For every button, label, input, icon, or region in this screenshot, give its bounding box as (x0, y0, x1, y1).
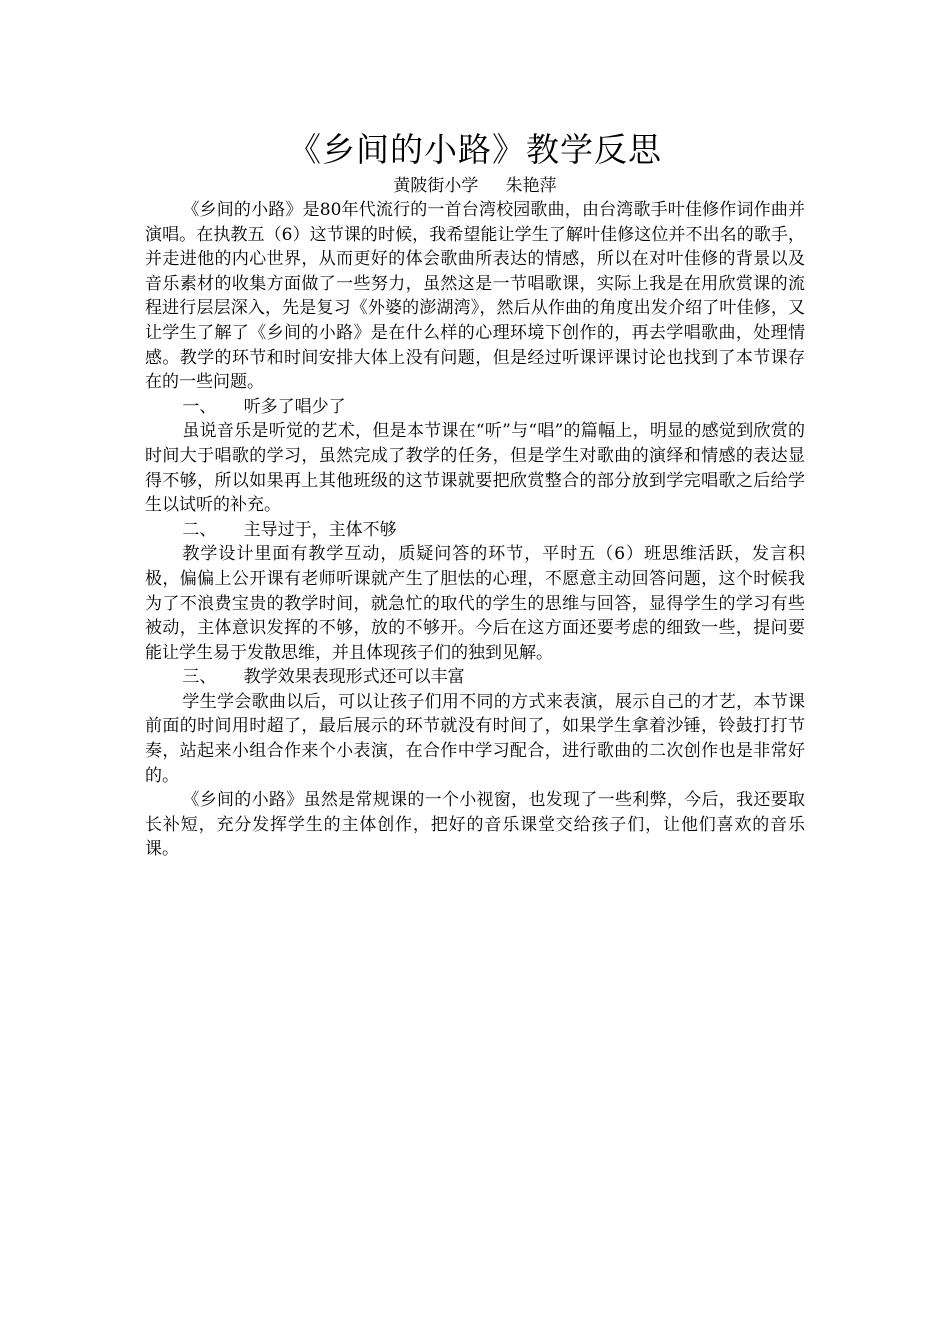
section-body-1: 虽说音乐是听觉的艺术，但是本节课在“听”与“唱”的篇幅上，明显的感觉到欣赏的时间大于唱歌的学习，虽然完成了教学的任务，但是学生对歌曲的演绎和情感的表达显得不够，所以如果再上其他班级的这节课就要把欣赏整合的部分放到学完唱歌之后给学生以试听的补充。 (145, 421, 805, 516)
section-number-1: 一、 (182, 396, 217, 417)
conclusion-paragraph: 《乡间的小路》虽然是常规课的一个小视窗，也发现了一些利弊，今后，我还要取长补短，充分发挥学生的主体创作，把好的音乐课堂交给孩子们，让他们喜欢的音乐课。 (145, 790, 805, 860)
section-body-3: 学生学会歌曲以后，可以让孩子们用不同的方式来表演，展示自己的才艺，本节课前面的时间用时超了，最后展示的环节就没有时间了，如果学生拿着沙锤，铃鼓打打节奏，站起来小组合作来个小表演，在合作中学习配合，进行歌曲的二次创作也是非常好的。 (145, 691, 805, 786)
section-heading-1 (145, 395, 805, 420)
section-number-2: 二、 (182, 519, 217, 540)
document-title: 《乡间的小路》教学反思 (288, 130, 662, 169)
intro-paragraph: 《乡间的小路》是80年代流行的一首台湾校园歌曲，由台湾歌手叶佳修作词作曲并演唱。在执教五（6）这节课的时候，我希望能让学生了解叶佳修这位并不出名的歌手，并走进他的内心世界，从而更好的体会歌曲所表达的情感，所以在对叶佳修的背景以及音乐素材的收集方面做了一些努力，虽然这是一节唱歌课，实际上我是在用欣赏课的流程进行层层深入，先是复习《外婆的澎湖湾》，然后从作曲的角度出发介绍了叶佳修，又让学生了解了《乡间的小路》是在什么样的心理环境下创作的，再去学唱歌曲，处理情感。教学的环节和时间安排大体上没有问题，但是经过听课评课讨论也找到了本节课存在的一些问题。 (145, 200, 805, 393)
section-title-3: 教学效果表现形式还可以丰富 (243, 667, 465, 688)
section-title-2: 主导过于，主体不够 (243, 519, 397, 540)
section-heading-3 (145, 665, 805, 690)
author-name: 朱艳萍 (505, 176, 557, 196)
section-body-2: 教学设计里面有教学互动，质疑问答的环节，平时五（6）班思维活跃，发言积极，偏偏上公开课有老师听课就产生了胆怯的心理，不愿意主动回答问题，这个时候我为了不浪费宝贵的教学时间，就急忙的取代的学生的思维与回答，显得学生的学习有些被动，主体意识发挥的不够，放的不够开。今后在这方面还要考虑的细致一些，提问要能让学生易于发散思维，并且体现孩子们的独到见解。 (145, 544, 805, 663)
section-title-1: 听多了唱少了 (243, 396, 346, 417)
section-number-3: 三、 (182, 667, 217, 688)
author-line (145, 174, 805, 198)
section-heading-2 (145, 518, 805, 543)
author-school: 黄陂街小学 (393, 176, 479, 196)
document-page (145, 128, 805, 862)
